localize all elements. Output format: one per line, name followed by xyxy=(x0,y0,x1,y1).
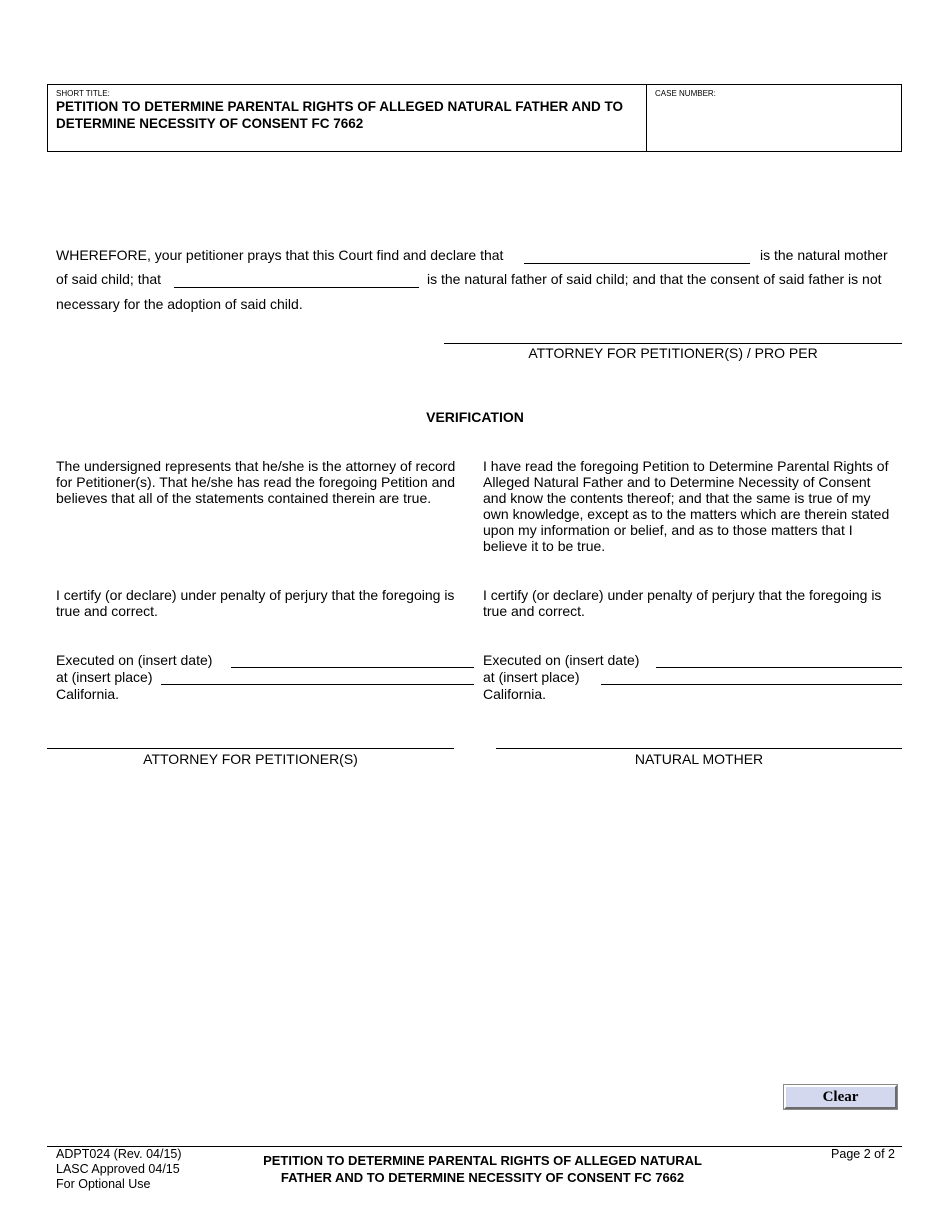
footer-title-line-1: PETITION TO DETERMINE PARENTAL RIGHTS OF ALLEGED NATURAL xyxy=(263,1153,702,1168)
form-number: ADPT024 (Rev. 04/15) xyxy=(56,1147,182,1161)
wherefore-text-2: is the natural mother xyxy=(760,247,888,263)
natural-mother-name-field[interactable] xyxy=(524,263,750,264)
attorney-pro-per-signature-line[interactable] xyxy=(444,343,902,344)
page-number: Page 2 of 2 xyxy=(831,1147,895,1161)
attorney-signature-label: ATTORNEY FOR PETITIONER(S) xyxy=(143,751,358,767)
natural-father-name-field[interactable] xyxy=(174,287,419,288)
mother-certify-text: I certify (or declare) under penalty of perjury that the foregoing is true and correct. xyxy=(483,587,882,619)
mother-executed-on-label: Executed on (insert date) xyxy=(483,652,640,668)
wherefore-text-4: is the natural father of said child; and that the consent of said father is not xyxy=(427,271,882,287)
attorney-pro-per-label: ATTORNEY FOR PETITIONER(S) / PRO PER xyxy=(528,345,818,361)
attorney-certify-text: I certify (or declare) under penalty of perjury that the foregoing is true and correct. xyxy=(56,587,455,619)
attorney-executed-date-field[interactable] xyxy=(231,667,474,668)
attorney-at-place-label: at (insert place) xyxy=(56,669,153,685)
footer-title-line-2: FATHER AND TO DETERMINE NECESSITY OF CONSENT FC 7662 xyxy=(280,1170,685,1185)
caption-divider xyxy=(646,84,647,152)
case-number-label: CASE NUMBER: xyxy=(655,89,716,98)
mother-executed-place-field[interactable] xyxy=(601,684,902,685)
clear-button[interactable]: Clear xyxy=(784,1085,897,1109)
verification-heading: VERIFICATION xyxy=(426,409,524,425)
attorney-verification-text: The undersigned represents that he/she is the attorney of record for Petitioner(s). That he/she has read the foregoing Petition and believes that all of the statements contained therein are true. xyxy=(56,458,456,506)
mother-verification-text: I have read the foregoing Petition to Determine Parental Rights of Alleged Natural Father and to Determine Necessity of Consent and know the contents thereof; and that the same is true of my own knowledge, except as to the matters which are therein stated upon my information or belief, and as to those matters that I believe it to be true. xyxy=(483,458,890,554)
attorney-signature-line[interactable] xyxy=(47,748,454,749)
mother-california-text: California. xyxy=(483,686,547,702)
short-title: PETITION TO DETERMINE PARENTAL RIGHTS OF ALLEGED NATURAL FATHER AND TO DETERMINE NECESSITY OF CONSENT FC 7662 xyxy=(56,99,624,131)
wherefore-text-1: WHEREFORE, your petitioner prays that this Court find and declare that xyxy=(56,247,504,263)
optional-use: For Optional Use xyxy=(56,1177,151,1191)
wherefore-text-3: of said child; that xyxy=(56,271,162,287)
lasc-approved: LASC Approved 04/15 xyxy=(56,1162,180,1176)
attorney-executed-place-field[interactable] xyxy=(161,684,474,685)
mother-signature-label: NATURAL MOTHER xyxy=(634,751,764,767)
attorney-california-text: California. xyxy=(56,686,120,702)
short-title-label: SHORT TITLE: xyxy=(56,89,110,98)
mother-executed-date-field[interactable] xyxy=(656,667,902,668)
wherefore-text-5: necessary for the adoption of said child. xyxy=(56,296,303,312)
attorney-executed-on-label: Executed on (insert date) xyxy=(56,652,213,668)
mother-signature-line[interactable] xyxy=(496,748,902,749)
mother-at-place-label: at (insert place) xyxy=(483,669,580,685)
